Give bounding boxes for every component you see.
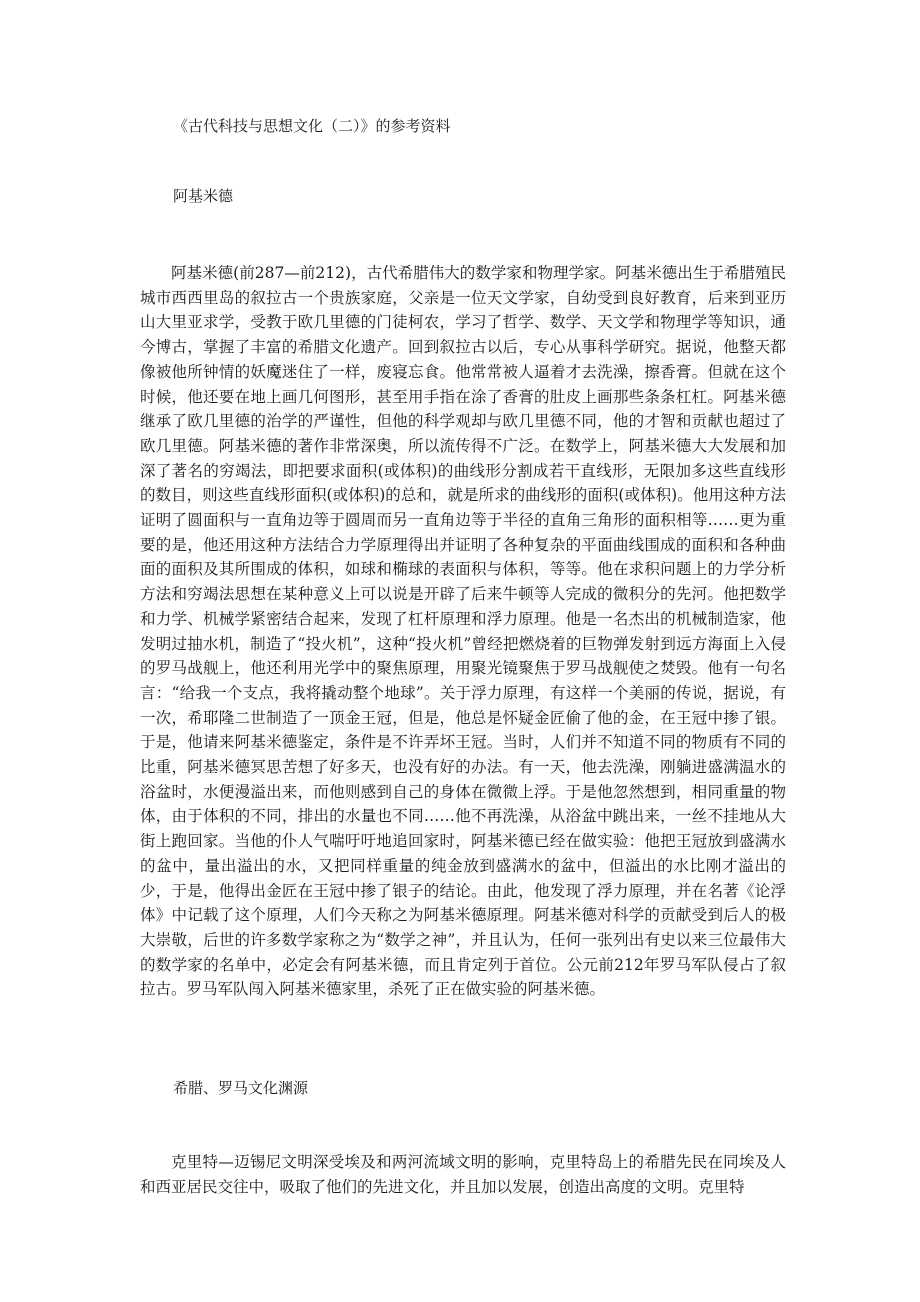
section-heading-greece-rome: 希腊、罗马文化渊源 (173, 1079, 309, 1097)
document-title: 《古代科技与思想文化（二）》的参考资料 (173, 117, 451, 135)
section-paragraph-greece-rome: 克里特—迈锡尼文明深受埃及和两河流域文明的影响，克里特岛上的希腊先民在同埃及人和西亚居民交往中，吸取了他们的先进文化，并且加以发展，创造出高度的文明。克里特 (140, 1153, 786, 1196)
section-paragraph-archimedes: 阿基米德(前287—前212)，古代希腊伟大的数学家和物理学家。阿基米德出生于希腊殖民城市西西里岛的叙拉古一个贵族家庭，父亲是一位天文学家，自幼受到良好教育，后来到亚历山大里亚求学，受教于欧几里德的门徒柯农，学习了哲学、数学、天文学和物理学等知识，通今博古，掌握了丰富的希腊文化遗产。回到叙拉古以后，专心从事科学研究。据说，他整天都像被他所钟情的妖魔迷住了一样，废寝忘食。他常常被人逼着才去洗澡，擦香膏。但就在这个时候，他还要在地上画几何图形，甚至用手指在涂了香膏的肚皮上画那些条条杠杠。阿基米德继承了欧几里德的治学的严谨性，但他的科学观却与欧几里德不同，他的才智和贡献也超过了欧几里德。阿基米德的著作非常深奥，所以流传得不广泛。在数学上，阿基米德大大发展和加深了著名的穷竭法，即把要求面积(或体积)的曲线形分割成若干直线形，无限加多这些直线形的数目，则这些直线形面积(或体积)的总和，就是所求的曲线形的面积(或体积)。他用这种方法证明了圆面积与一直角边等于圆周而另一直角边等于半径的直角三角形的面积相等……更为重要的是，他还用这种方法结合力学原理得出并证明了各种复杂的平面曲线围成的面积和各种曲面的面积及其所围成的体积，如球和椭球的表面积与体积，等等。他在求积问题上的力学分析方法和穷竭法思想在某种意义上可以说是开辟了后来牛顿等人完成的微积分的先河。他把数学和力学、机械学紧密结合起来，发现了杠杆原理和浮力原理。他是一名杰出的机械制造家，他发明过抽水机，制造了“投火机”，这种“投火机”曾经把燃烧着的巨物弹发射到远方海面上入侵的罗马战舰上，他还利用光学中的聚焦原理，用聚光镜聚焦于罗马战舰使之焚毁。他有一句名言：“给我一个支点，我将撬动整个地球”。关于浮力原理，有这样一个美丽的传说，据说，有一次，希耶隆二世制造了一顶金王冠，但是，他总是怀疑金匠偷了他的金，在王冠中掺了银。于是，他请来阿基米德鉴定，条件是不许弄坏王冠。当时，人们并不知道不同的物质有不同的比重，阿基米德冥思苦想了好多天，也没有好的办法。有一天，他去洗澡，刚躺进盛满温水的浴盆时，水便漫溢出来，而他则感到自己的身体在微微上浮。于是他忽然想到，相同重量的物体，由于体积的不同，排出的水量也不同……他不再洗澡，从浴盆中跳出来，一丝不挂地从大街上跑回家。当他的仆人气喘吁吁地追回家时，阿基米德已经在做实验：他把王冠放到盛满水的盆中，量出溢出的水，又把同样重量的纯金放到盛满水的盆中，但溢出的水比刚才溢出的少，于是，他得出金匠在王冠中掺了银子的结论。由此，他发现了浮力原理，并在名著《论浮体》中记载了这个原理，人们今天称之为阿基米德原理。阿基米德对科学的贡献受到后人的极大崇敬，后世的许多数学家称之为“数学之神”，并且认为，任何一张列出有史以来三位最伟大的数学家的名单中，必定会有阿基米德，而且肯定列于首位。公元前212年罗马军队侵占了叙拉古。罗马军队闯入阿基米德家里，杀死了正在做实验的阿基米德。 (140, 264, 786, 999)
section-heading-archimedes: 阿基米德 (173, 187, 234, 205)
